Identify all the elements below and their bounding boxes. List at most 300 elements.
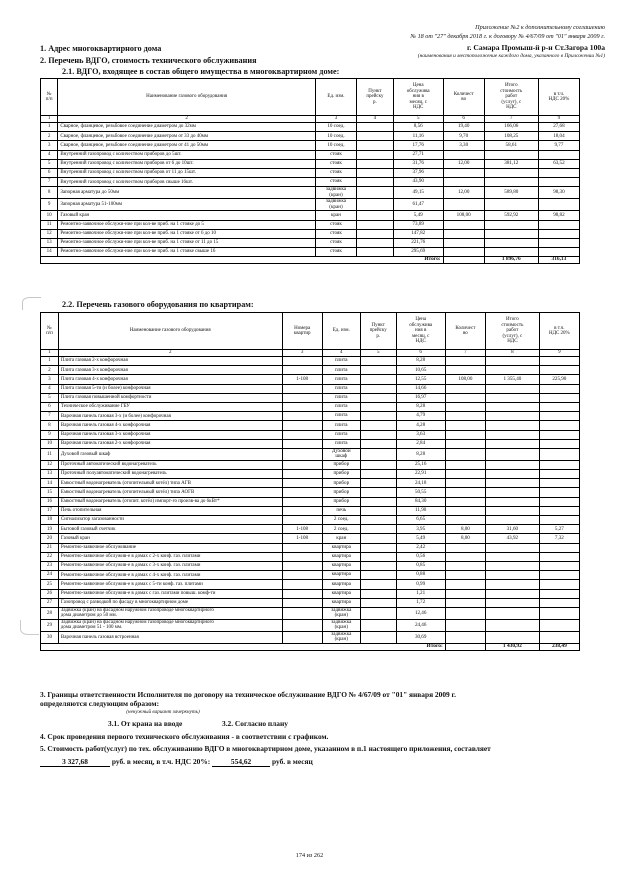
table-cell xyxy=(282,506,322,515)
table-cell: Внутренний газопровод с количеством приборов от 6 до 10шт. xyxy=(58,159,316,168)
table-row xyxy=(41,448,580,460)
table-cell: 8,00 xyxy=(445,534,485,543)
table-cell: 14 xyxy=(41,248,58,257)
table-cell xyxy=(484,168,538,177)
table-row xyxy=(41,607,580,619)
table-colnum-cell: 2 xyxy=(58,116,316,123)
table-row xyxy=(41,141,580,150)
table-row xyxy=(41,525,580,534)
section-3-note: (ненужный вариант зачеркнуть) xyxy=(126,708,200,715)
table-cell: 6 xyxy=(41,168,58,177)
table-cell: 381,12 xyxy=(484,159,538,168)
table-cell xyxy=(539,506,579,515)
table-cell: Емкостный водонагреватель (отопительный котёл) типа АГВ xyxy=(58,479,282,488)
table-cell: кран xyxy=(315,211,356,220)
table-cell xyxy=(445,430,485,439)
table-cell: 16,97 xyxy=(396,393,445,402)
table-cell xyxy=(282,430,322,439)
table-cell xyxy=(486,366,540,375)
table-cell: 1-108 xyxy=(282,525,322,534)
table-cell xyxy=(357,141,394,150)
table-cell xyxy=(282,460,322,469)
table-row xyxy=(41,631,580,643)
table-header-cell: Пункт прейску р. xyxy=(360,313,396,350)
table-cell xyxy=(539,607,579,619)
table-cell xyxy=(538,199,579,211)
table-cell: 5 xyxy=(41,393,59,402)
table-cell: 24 xyxy=(41,571,59,580)
table-cell: стояк xyxy=(315,168,356,177)
table-cell: задвижка (кран) xyxy=(315,187,356,199)
scan-artifact-2 xyxy=(20,620,39,635)
table-cell xyxy=(539,479,579,488)
table-cell: 8,28 xyxy=(396,402,445,411)
table-cell: Плита газовая 4-х конфорочная xyxy=(58,375,282,384)
table-cell xyxy=(360,506,396,515)
header-address: г. Самара Промыш-й р-н Ст.Загора 100а xyxy=(466,42,605,52)
table-cell: плита xyxy=(322,421,360,430)
table-cell xyxy=(443,220,484,229)
table-colnum-cell: 4 xyxy=(357,116,394,123)
table-cell xyxy=(539,589,579,598)
table-cell: 9,77 xyxy=(538,141,579,150)
table-cell: 3,95 xyxy=(396,525,445,534)
table-cell xyxy=(360,589,396,598)
table-row xyxy=(41,132,580,141)
table-cell xyxy=(360,430,396,439)
table-cell: 8,00 xyxy=(445,525,485,534)
table-cell xyxy=(282,439,322,448)
table-cell: стояк xyxy=(315,178,356,187)
section-5: 5. Стоимость работ(услуг) по тех. обслуживанию ВДГО в многоквартирном доме, указанном в п.1 настоящего приложения, составляет xyxy=(40,744,491,753)
table-cell xyxy=(357,123,394,132)
table-cell xyxy=(484,238,538,247)
table-cell: плита xyxy=(322,375,360,384)
table-row xyxy=(41,479,580,488)
table-cell: 14 xyxy=(41,479,59,488)
table-cell: 50,55 xyxy=(396,488,445,497)
table-cell: 4 xyxy=(41,384,59,393)
total-vat-value: 554,62 xyxy=(212,757,270,767)
table-cell xyxy=(360,571,396,580)
table-cell xyxy=(445,561,485,570)
table-cell xyxy=(357,199,394,211)
table-cell xyxy=(282,479,322,488)
table-cell xyxy=(539,619,579,631)
table-cell xyxy=(539,516,579,525)
table-cell: 11 xyxy=(41,448,59,460)
table-cell xyxy=(282,580,322,589)
table-total-label: Итого: xyxy=(41,257,444,264)
table-cell: 589,80 xyxy=(484,187,538,199)
table-cell: 0,88 xyxy=(396,571,445,580)
table-cell: 12 xyxy=(41,229,58,238)
table-cell xyxy=(282,598,322,607)
table-cell: Емкостный водонагреватель (отопительный котёл) типа АОГВ xyxy=(58,488,282,497)
table-cell: 12,00 xyxy=(443,159,484,168)
table-cell: Ремонтно-заявочное обслужи-ние при кол-ве приб. на 1 стояке до 5 xyxy=(58,220,316,229)
table-cell: плита xyxy=(322,384,360,393)
table-cell: Ремонтно-заявочное обслужи-ние при кол-ве приб. на 1 стояке от 6 до 10 xyxy=(58,229,316,238)
table-total-row xyxy=(41,257,580,264)
table-cell: Ремонтно-заявочное обслужи-ние при кол-ве приб. на 1 стояке от 11 до 15 xyxy=(58,238,316,247)
table-cell xyxy=(486,470,540,479)
table-cell: прибор xyxy=(322,497,360,506)
table-colnum-cell: 4 xyxy=(322,350,360,357)
table-row xyxy=(41,460,580,469)
table-cell xyxy=(360,607,396,619)
table-header-cell: Наименование газового оборудования xyxy=(58,313,282,350)
table-row xyxy=(41,543,580,552)
table-cell: 9,70 xyxy=(443,132,484,141)
table-cell xyxy=(445,448,485,460)
table-cell xyxy=(357,168,394,177)
table-apartment-equipment xyxy=(40,312,580,651)
table-cell xyxy=(445,571,485,580)
table-cell xyxy=(360,580,396,589)
table-row xyxy=(41,488,580,497)
table-row xyxy=(41,366,580,375)
table-cell: 592,92 xyxy=(484,211,538,220)
table-cell: 18,04 xyxy=(538,132,579,141)
table-cell xyxy=(360,421,396,430)
table-cell: 166,06 xyxy=(484,123,538,132)
table-cell: 108,00 xyxy=(445,375,485,384)
table-row xyxy=(41,561,580,570)
table-cell: 27,71 xyxy=(393,150,443,159)
table-cell: 1 355,40 xyxy=(486,375,540,384)
table-cell xyxy=(360,516,396,525)
table-cell xyxy=(539,552,579,561)
table-row xyxy=(41,393,580,402)
table-cell: Духовой шкаф xyxy=(322,448,360,460)
table-cell: 0,99 xyxy=(396,580,445,589)
table-row xyxy=(41,187,580,199)
table-cell: 225,90 xyxy=(539,375,579,384)
total-sum-unit: руб. в месяц, в т.ч. НДС 20%: xyxy=(111,757,211,766)
table-cell xyxy=(360,357,396,366)
table-total-spacer xyxy=(445,643,485,650)
table-cell xyxy=(357,150,394,159)
table-cell: 3 xyxy=(41,375,59,384)
table-cell xyxy=(282,366,322,375)
table-cell xyxy=(282,470,322,479)
table-total-value: 1 430,92 xyxy=(486,643,540,650)
table-cell: прибор xyxy=(322,460,360,469)
table-cell: плита xyxy=(322,439,360,448)
table-header-row xyxy=(41,79,580,116)
table-cell: 3,63 xyxy=(396,430,445,439)
table-cell: Сигнализатор загазованности xyxy=(58,516,282,525)
table-cell: 4,79 xyxy=(396,412,445,421)
table-cell: 63,52 xyxy=(538,159,579,168)
table-cell: 0,85 xyxy=(396,561,445,570)
table-cell xyxy=(445,439,485,448)
table-cell: 1-108 xyxy=(282,375,322,384)
table-cell: 7,32 xyxy=(539,534,579,543)
table-cell xyxy=(445,543,485,552)
table-cell: 2 соед. xyxy=(322,516,360,525)
table-cell: 14,66 xyxy=(396,384,445,393)
table-cell: 3,30 xyxy=(443,141,484,150)
table-cell xyxy=(360,534,396,543)
table-cell xyxy=(486,460,540,469)
table-row xyxy=(41,430,580,439)
table-cell xyxy=(282,393,322,402)
section-1-title: 1. Адрес многоквартирного дома xyxy=(40,44,162,53)
table-cell xyxy=(445,402,485,411)
table-cell: 4,28 xyxy=(396,421,445,430)
table-cell: Газовый кран xyxy=(58,534,282,543)
table-cell: 1 xyxy=(41,357,59,366)
table-header-row xyxy=(41,313,580,350)
table-row xyxy=(41,421,580,430)
table-colnum-cell: 9 xyxy=(539,350,579,357)
table-cell xyxy=(282,421,322,430)
table-cell xyxy=(445,589,485,598)
table-cell: 1-108 xyxy=(282,534,322,543)
table-cell: 147,82 xyxy=(393,229,443,238)
table-cell: Задвижка (кран) на фасадном наружном газопроводе многоквартирного дома диаметром 51 - 100 мм. xyxy=(58,619,282,631)
table-cell xyxy=(486,607,540,619)
table-cell: стояк xyxy=(315,220,356,229)
section-3-line-1: 3. Границы ответственности Исполнителя по договору на техническое обслуживание ВДГО № 4/67/09 от "01" января 2009 г. xyxy=(40,690,456,699)
table-cell: 19,40 xyxy=(443,123,484,132)
table-row xyxy=(41,199,580,211)
table-cell xyxy=(282,607,322,619)
table-row xyxy=(41,589,580,598)
table-cell: 30,69 xyxy=(396,631,445,643)
table-header-cell: Ед. изм. xyxy=(322,313,360,350)
table-cell: плита xyxy=(322,393,360,402)
table-cell: 221,76 xyxy=(393,238,443,247)
table-cell: 8 xyxy=(41,187,58,199)
table-cell: 10 соед. xyxy=(315,141,356,150)
table-cell: Емкостный водонагреватель (отопит. котёл) импорт-го произв-ва до 6кВт* xyxy=(58,497,282,506)
table-row xyxy=(41,439,580,448)
table-header-cell: Пункт прейску р. xyxy=(357,79,394,116)
table-cell: 18 xyxy=(41,516,59,525)
table-cell xyxy=(445,497,485,506)
table-cell: прибор xyxy=(322,479,360,488)
table-cell: 31,60 xyxy=(486,525,540,534)
table-cell xyxy=(282,488,322,497)
table-cell xyxy=(539,412,579,421)
table-cell xyxy=(282,631,322,643)
table-cell xyxy=(445,384,485,393)
table-cell xyxy=(445,607,485,619)
table-cell xyxy=(443,168,484,177)
table-cell: Сварное, фланцевое, резьбовое соединение диаметром от 41 до 50мм xyxy=(58,141,316,150)
table-cell: 9 xyxy=(41,199,58,211)
table-cell: 25 xyxy=(41,580,59,589)
section-3-block xyxy=(40,690,585,715)
table-row xyxy=(41,516,580,525)
table-cell: 11,16 xyxy=(393,132,443,141)
table-colnum-cell: 7 xyxy=(445,350,485,357)
table-cell: 17,76 xyxy=(393,141,443,150)
table-cell xyxy=(360,619,396,631)
table-cell xyxy=(539,543,579,552)
table-colnum-cell: 6 xyxy=(396,350,445,357)
table-colnum-cell: 2 xyxy=(58,350,282,357)
table-cell xyxy=(484,229,538,238)
table-row xyxy=(41,375,580,384)
document-header xyxy=(305,24,605,61)
table-cell: 12,55 xyxy=(396,375,445,384)
table-cell: Сварное, фланцевое, резьбовое соединение диаметром до 32мм xyxy=(58,123,316,132)
total-sum-value: 3 327,68 xyxy=(40,757,110,767)
table-row xyxy=(41,123,580,132)
table-cell: 11,90 xyxy=(396,506,445,515)
table-total-label: Итого: xyxy=(41,643,446,650)
table-cell: 29 xyxy=(41,619,59,631)
table-cell: Варочная панель газовая встроенная xyxy=(58,631,282,643)
table-cell: квартира xyxy=(322,589,360,598)
table-cell: 22 xyxy=(41,552,59,561)
table-cell: 27,68 xyxy=(538,123,579,132)
table-cell: 13 xyxy=(41,238,58,247)
table-header-cell: Номера квартир xyxy=(282,313,322,350)
table-cell xyxy=(282,516,322,525)
table-cell xyxy=(360,412,396,421)
table-cell: 4 xyxy=(41,150,58,159)
table-cell: печь xyxy=(322,506,360,515)
table-cell: 98,82 xyxy=(538,211,579,220)
table-cell xyxy=(282,589,322,598)
table-cell xyxy=(486,448,540,460)
table-cell xyxy=(486,412,540,421)
table-row xyxy=(41,384,580,393)
table-cell: 16 xyxy=(41,497,59,506)
table-cell xyxy=(539,580,579,589)
section-3-1: 3.1. От крана на вводе xyxy=(108,719,183,728)
table-cell: 15 xyxy=(41,488,59,497)
table-header-cell: Ед. изм. xyxy=(315,79,356,116)
table-cell xyxy=(539,571,579,580)
table-row xyxy=(41,571,580,580)
table-header-cell: Количест во xyxy=(443,79,484,116)
table-cell xyxy=(282,384,322,393)
table-cell: 27 xyxy=(41,598,59,607)
table-cell xyxy=(445,357,485,366)
table-cell xyxy=(443,238,484,247)
table-cell xyxy=(538,178,579,187)
table-cell xyxy=(538,168,579,177)
table-cell xyxy=(282,543,322,552)
table-cell xyxy=(539,402,579,411)
table-cell: 13 xyxy=(41,470,59,479)
table-cell xyxy=(360,543,396,552)
table-cell: Ремонтно-заявочное обслужив-е в домах с 3-х конф. газ. плитами xyxy=(58,561,282,570)
table-header-cell: Цена обслужива ния в месяц, с НДС xyxy=(393,79,443,116)
table-cell xyxy=(360,448,396,460)
table-cell xyxy=(539,384,579,393)
table-cell xyxy=(445,421,485,430)
table-cell: Варочная панель газовая 3-х (и более) конфорочная xyxy=(58,412,282,421)
table-header-cell: Цена обслужива ния в месяц, с НДС xyxy=(396,313,445,350)
table-cell: 8,56 xyxy=(393,123,443,132)
table-cell xyxy=(360,525,396,534)
table-cell xyxy=(360,393,396,402)
table-row xyxy=(41,357,580,366)
table-cell: Внутренний газопровод с количеством приборов от 11 до 15шт. xyxy=(58,168,316,177)
table-header-cell: Итого стоимость работ (услуг), с НДС xyxy=(486,313,540,350)
table-cell: Внутренний газопровод с количеством приборов до 5шт. xyxy=(58,150,316,159)
header-line-2: № 18 от "27" декабря 2018 г. к договору № 4/67/09 от "01" января 2009 г. xyxy=(410,32,605,40)
table-cell: плита xyxy=(322,412,360,421)
table-cell: плита xyxy=(322,430,360,439)
table-cell: квартира xyxy=(322,561,360,570)
table-cell: Ремонтно-заявочное обслужив-е в домах с газ. плитами повыш. комф-ти xyxy=(58,589,282,598)
table-cell xyxy=(445,631,485,643)
table-cell xyxy=(539,357,579,366)
table-cell: 6,65 xyxy=(396,516,445,525)
table-cell: 73,89 xyxy=(393,220,443,229)
table-cell xyxy=(486,439,540,448)
table-cell: 26 xyxy=(41,589,59,598)
table-cell: Газовый кран xyxy=(58,211,316,220)
section-5-values xyxy=(40,757,585,767)
table-cell: 12,00 xyxy=(443,187,484,199)
table-cell: 7 xyxy=(41,412,59,421)
table-cell xyxy=(360,497,396,506)
table-cell xyxy=(539,497,579,506)
table-cell: 9 xyxy=(41,430,59,439)
table-cell xyxy=(486,506,540,515)
table-cell xyxy=(360,631,396,643)
table-cell: 1,21 xyxy=(396,589,445,598)
table-cell: 5,27 xyxy=(539,525,579,534)
table-cell: задвижка (кран) xyxy=(322,607,360,619)
table-cell: 30 xyxy=(41,631,59,643)
table-cell: Ремонтно-заявочное обслужив-е в домах с 4-х конф. газ. плитами xyxy=(58,571,282,580)
table-cell xyxy=(360,366,396,375)
table-header-cell: Итого стоимость работ (услуг), с НДС xyxy=(484,79,538,116)
table-colnum-cell: 8 xyxy=(486,350,540,357)
section-4: 4. Срок проведения первого технического обслуживания - в соответствии с графиком. xyxy=(40,732,329,741)
table-colnum-cell: 3 xyxy=(282,350,322,357)
table-row xyxy=(41,402,580,411)
table-cell xyxy=(486,619,540,631)
table-cell xyxy=(282,357,322,366)
table-cell xyxy=(443,150,484,159)
table-cell: 31,76 xyxy=(393,159,443,168)
total-vat-unit: руб. в месяц xyxy=(271,757,313,766)
table-row xyxy=(41,497,580,506)
table-cell: квартира xyxy=(322,571,360,580)
table-cell: 98,30 xyxy=(538,187,579,199)
table-cell: 43,92 xyxy=(486,534,540,543)
table-colnum-cell: 3 xyxy=(315,116,356,123)
table-row xyxy=(41,470,580,479)
section-3-line-2: определяются следующим образом: xyxy=(40,699,160,709)
table-cell xyxy=(282,412,322,421)
table-cell: стояк xyxy=(315,150,356,159)
section-2-1-title: 2.1. ВДГО, входящее в состав общего имущества в многоквартирном доме: xyxy=(62,67,340,76)
table-cell xyxy=(486,402,540,411)
table-cell: прибор xyxy=(322,470,360,479)
table-cell xyxy=(443,178,484,187)
table-cell: Варочная панель газовая 3-х конфорочная xyxy=(58,430,282,439)
table-row xyxy=(41,534,580,543)
table-colnum-cell: 1 xyxy=(41,116,58,123)
table-cell xyxy=(282,619,322,631)
page-number: 174 из 262 xyxy=(295,852,324,859)
table-cell xyxy=(360,488,396,497)
table-cell: стояк xyxy=(315,229,356,238)
table-cell: 5,49 xyxy=(396,534,445,543)
